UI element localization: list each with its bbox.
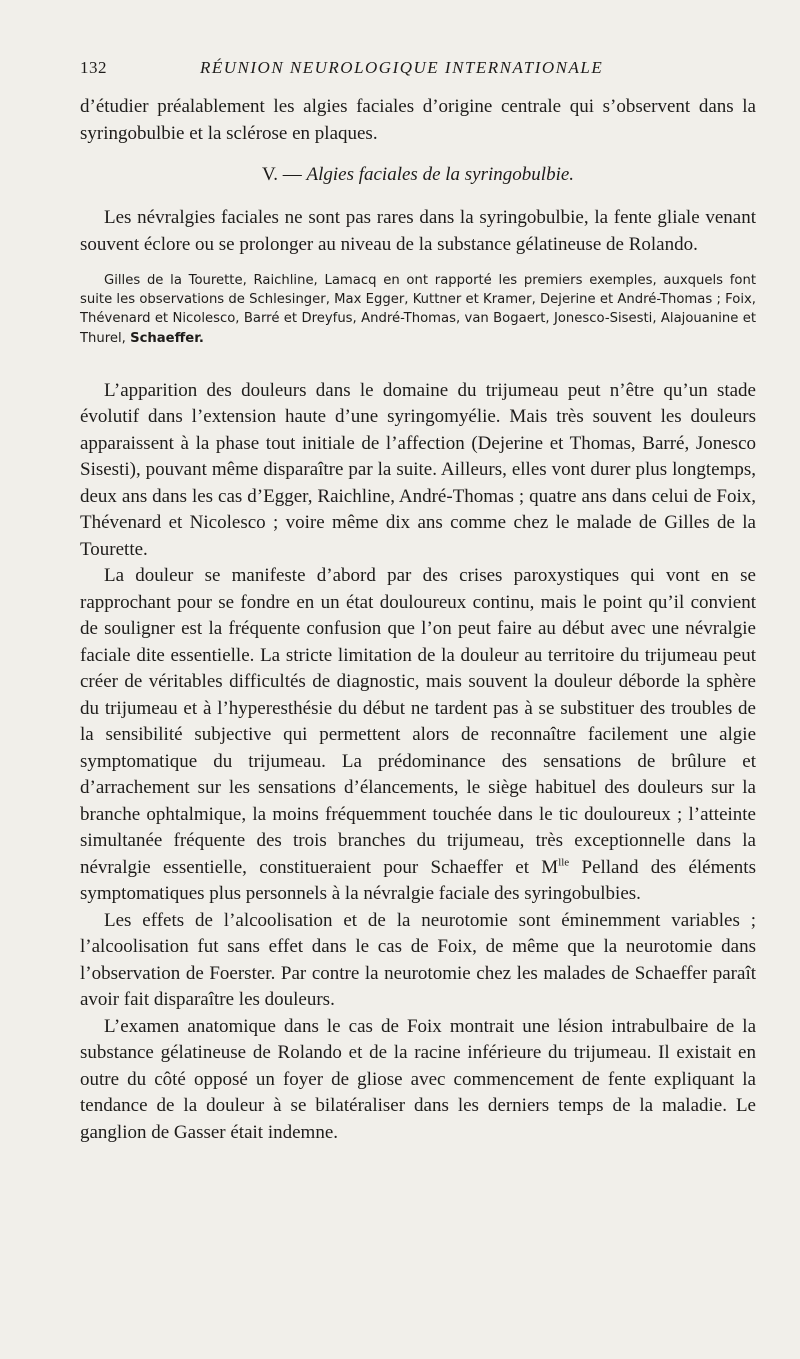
paragraph-1: Les névralgies faciales ne sont pas rares dans la syringobulbie, la fente gliale venant souvent éclore ou se prolonger au niveau de la substance gélatineuse de Rolando. (80, 207, 756, 255)
page-number: 132 (80, 58, 107, 77)
paragraph-3-text-a: La douleur se manifeste d’abord par des crises paroxystiques qui vont en se rapprochant pour se fondre en un état douloureux continu, mais le point qu’il convient de souligner est la fréquente confusion que l’on peut faire au début avec une névralgie faciale dite essentielle. La stricte limitation de la douleur au territoire du trijumeau peut créer de véritables difficultés de diagnostic, mais souvent la douleur déborde la sphère du trijumeau et à l’hyperesthésie du début ne tardent pas à se substituer des troubles de la sensibilité subjective qui permettent alors de reconnaître facilement une algie symptomatique du trijumeau. La prédominance des sensations de brûlure et d’arrachement sur les sensations d’élancements, le siège habituel des douleurs sur la branche ophtalmique, la moins fréquemment touchée dans le tic douloureux ; l’atteinte simultanée fréquente des trois branches du trijumeau, très exceptionnelle dans la névralgie essentielle, constitueraient pour Schaeffer et M (80, 565, 756, 878)
page-header (80, 58, 760, 82)
paragraph-3 (80, 563, 756, 908)
intro-paragraph: d’étudier préalablement les algies faciales d’origine centrale qui s’observent dans la syringobulbie et la sclérose en plaques. (80, 96, 756, 144)
small-note-text: Gilles de la Tourette, Raichline, Lamacq en ont rapporté les premiers exemples, auxquels font suite les observations de Schlesinger, Max Egger, Kuttner et Kramer, Dejerine et André-Thomas ; Foix, Thévenard et Nicolesco, Barré et Dreyfus, André-Thomas, van Bogaert, Jonesco-Sisesti, Alajouanine et Thurel, (80, 273, 756, 346)
paragraph-3-text-b: Pelland des éléments symptomatiques plus personnels à la névralgie faciale des syringobulbies. (80, 856, 756, 905)
small-print-note (80, 271, 756, 348)
paragraph-4: Les effets de l’alcoolisation et de la neurotomie sont éminemment variables ; l’alcoolisation fut sans effet dans le cas de Foix, de même que la neurotomie dans l’observation de Foerster. Par contre la neurotomie chez les malades de Schaeffer paraît avoir fait disparaître les douleurs. (80, 909, 756, 1011)
section-heading (80, 164, 756, 186)
paragraph-5: L’examen anatomique dans le cas de Foix montrait une lésion intrabulbaire de la substance gélatineuse de Rolando et de la racine inférieure du trijumeau. Il existait en outre du côté opposé un foyer de gliose avec commencement de fente expliquant la tendance de la douleur à se bilatéraliser dans les derniers temps de la maladie. Le ganglion de Gasser était indemne. (80, 1015, 756, 1143)
small-note-bold-name: Schaeffer. (130, 330, 204, 346)
running-title: RÉUNION NEUROLOGIQUE INTERNATIONALE (200, 58, 604, 77)
page-body (80, 94, 756, 1146)
paragraph-3-superscript: lle (558, 856, 570, 869)
section-number: V. — (261, 164, 302, 185)
section-title: Algies faciales de la syringobulbie. (306, 164, 575, 185)
paragraph-2: L’apparition des douleurs dans le domaine du trijumeau peut n’être qu’un stade évolutif dans l’extension haute d’une syringomyélie. Mais très souvent les douleurs apparaissent à la phase tout initiale de l’affection (Dejerine et Thomas, Barré, Jonesco Sisesti), pouvant même disparaître par la suite. Ailleurs, elles vont durer plus longtemps, deux ans dans les cas d’Egger, Raichline, André-Thomas ; quatre ans dans celui de Foix, Thévenard et Nicolesco ; voire même dix ans comme chez le malade de Gilles de la Tourette. (80, 379, 756, 560)
